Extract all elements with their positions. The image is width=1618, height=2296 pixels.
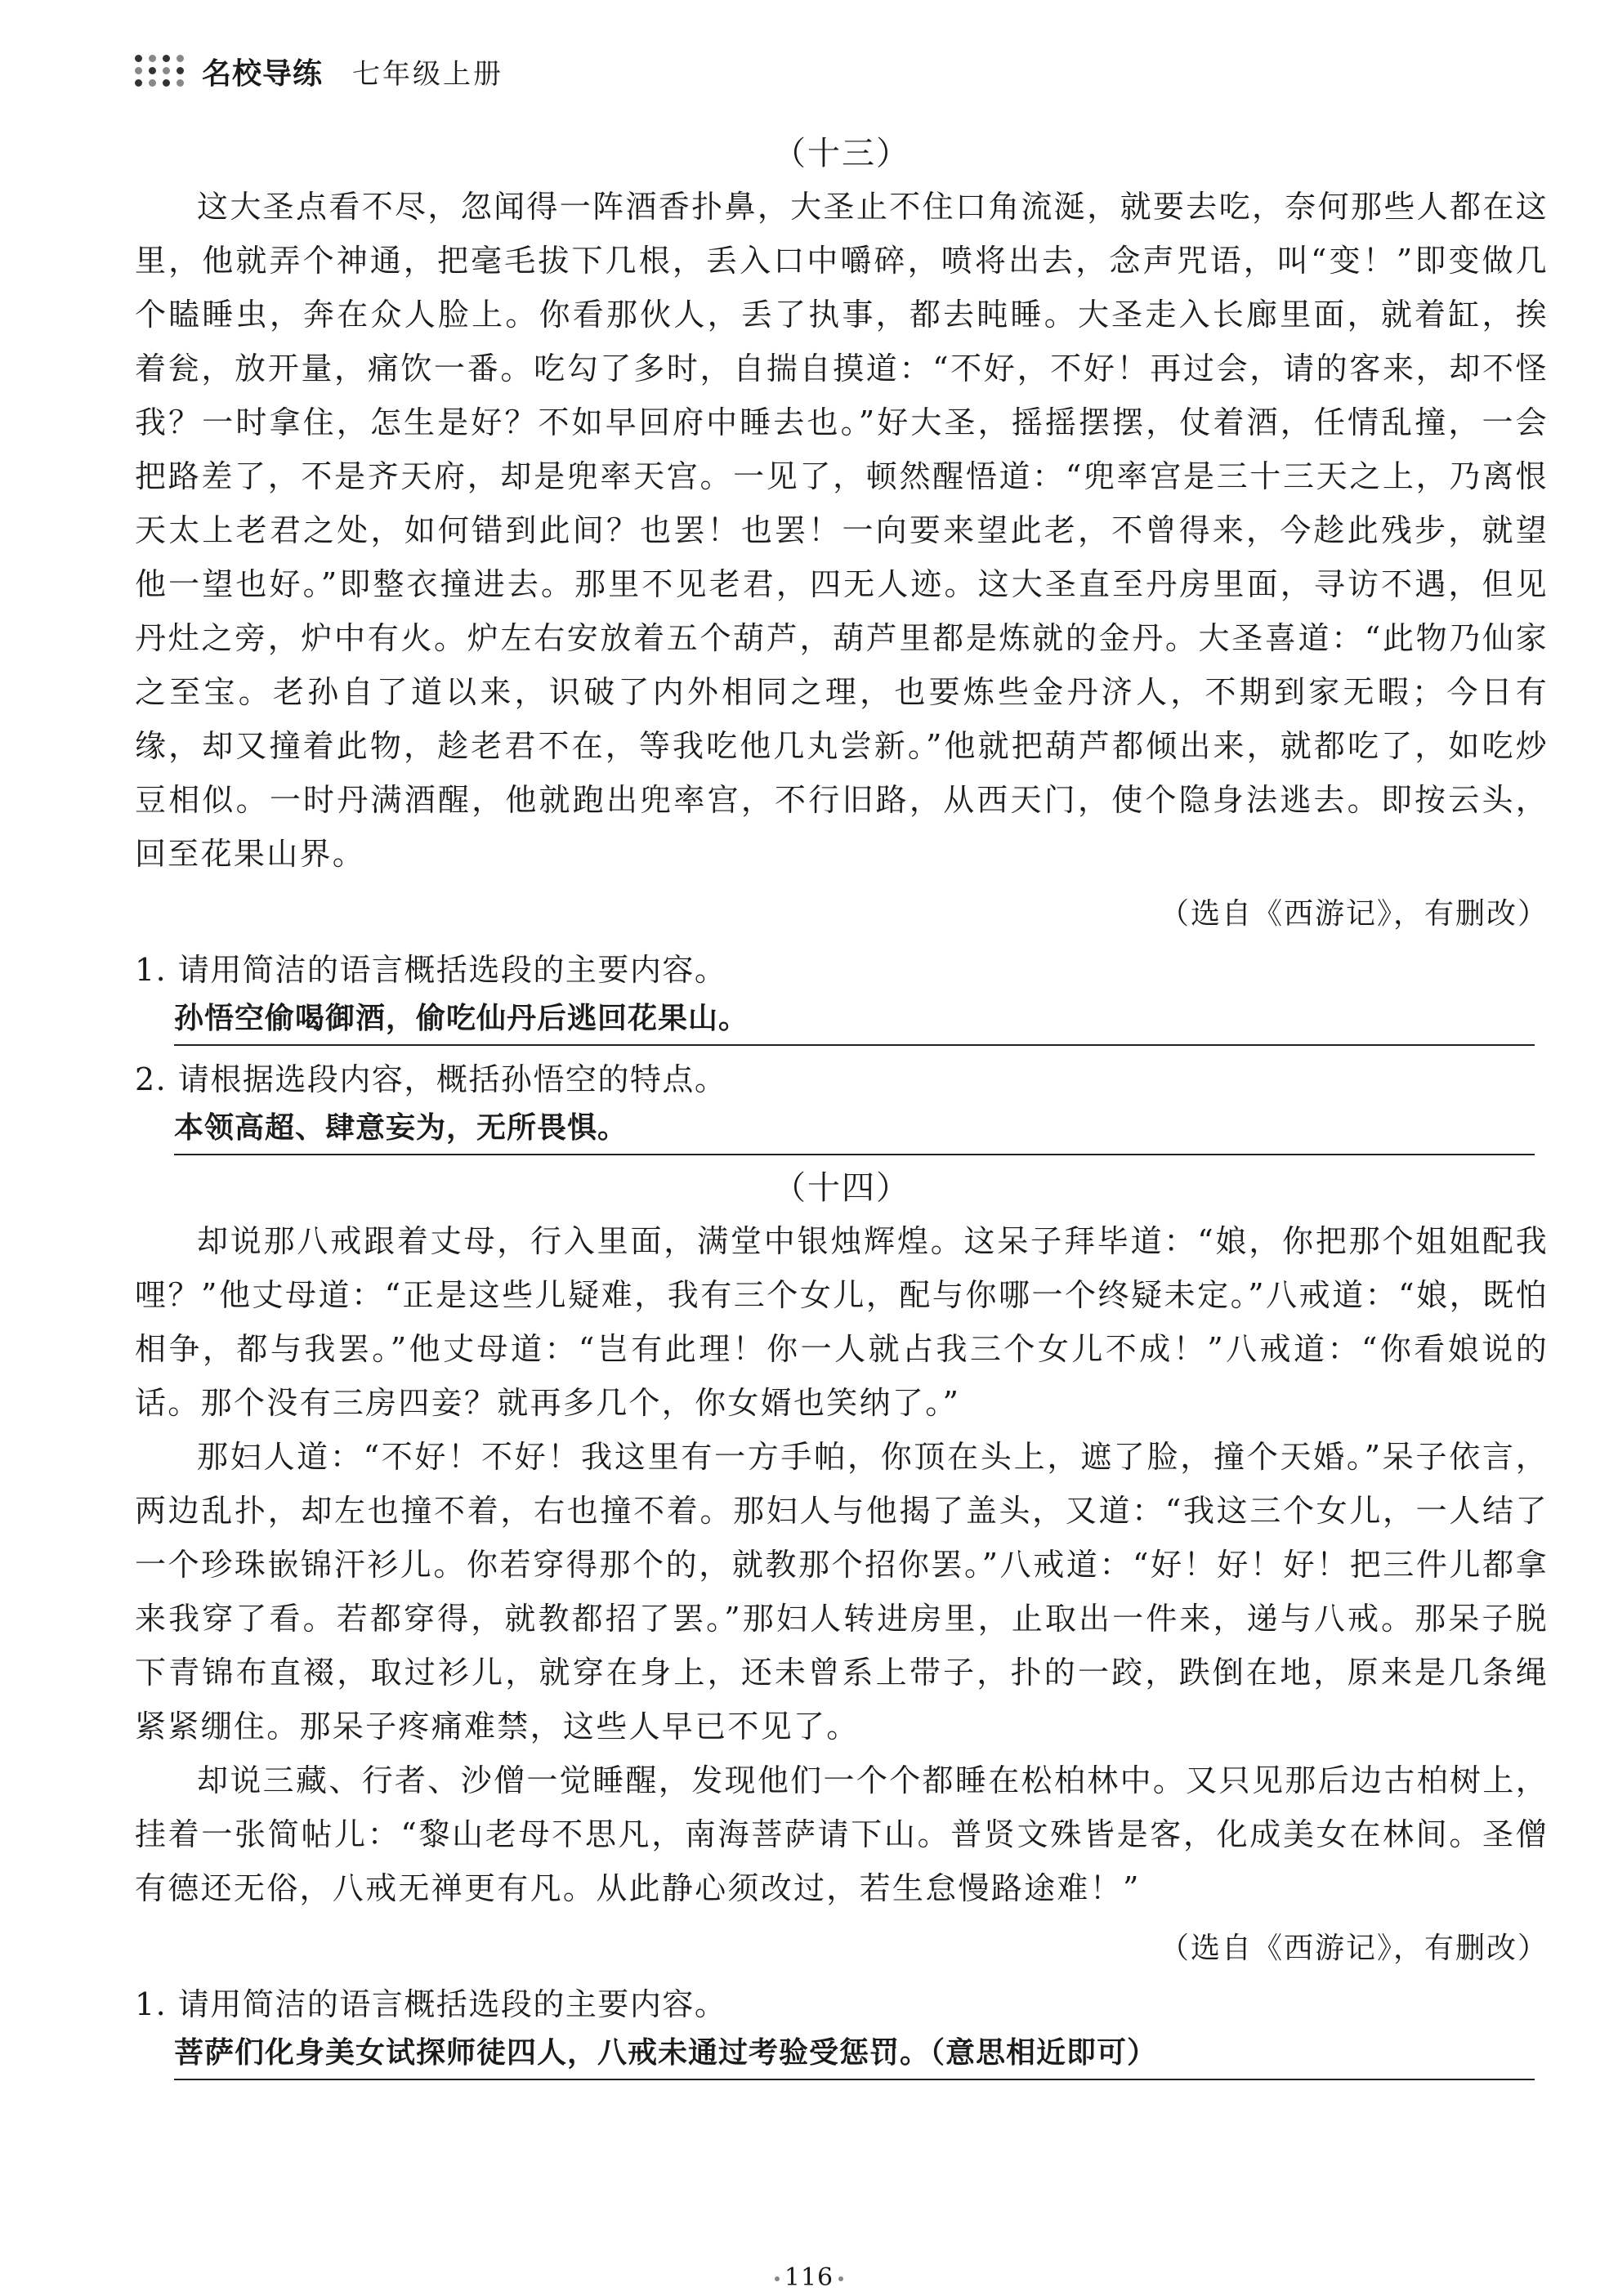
page-number-text: 116 xyxy=(784,2263,834,2292)
page-header xyxy=(135,51,503,92)
decorative-dots-icon xyxy=(135,55,194,87)
page-dot-icon xyxy=(838,2276,843,2281)
source-citation: （选自《西游记》，有删改） xyxy=(1159,1932,1549,1965)
passage-paragraph: 却说三藏、行者、沙僧一觉睡醒，发现他们一个个都睡在松柏林中。又只见那后边古柏树上，挂着一张简帖儿：“黎山老母不思凡，南海菩萨请下山。普贤文殊皆是客，化成美女在林间。圣僧有德还无俗，八戒无禅更有凡。从此静心须改过，若生怠慢路途难！” xyxy=(135,1762,1549,1906)
question-text: 2. 请根据选段内容，概括孙悟空的特点。 xyxy=(135,1061,727,1097)
answer-text: 本领高超、肆意妄为，无所畏惧。 xyxy=(174,1105,1535,1155)
grade-label: 七年级上册 xyxy=(352,57,504,91)
brand-title: 名校导练 xyxy=(202,56,324,91)
page-dot-icon xyxy=(775,2276,780,2281)
page-number xyxy=(0,2263,1618,2292)
section-title: （十三） xyxy=(773,135,910,172)
passage-paragraph: 那妇人道：“不好！不好！我这里有一方手帕，你顶在头上，遮了脸，撞个天婚。”呆子依言，两边乱扑，却左也撞不着，右也撞不着。那妇人与他揭了盖头，又道：“我这三个女儿，一人结了一个珍珠嵌锦汗衫儿。你若穿得那个的，就教那个招你罢。”八戒道：“好！好！好！把三件儿都拿来我穿了看。若都穿得，就教都招了罢。”那妇人转进房里，止取出一件来，递与八戒。那呆子脱下青锦布直裰，取过衫儿，就穿在身上，还未曾系上带子，扑的一跤，跌倒在地，原来是几条绳紧紧绷住。那呆子疼痛难禁，这些人早已不见了。 xyxy=(135,1439,1549,1744)
source-citation: （选自《西游记》，有删改） xyxy=(1159,897,1549,931)
page-content xyxy=(135,129,1549,2088)
question-text: 1. 请用简洁的语言概括选段的主要内容。 xyxy=(135,952,727,988)
section-title: （十四） xyxy=(773,1169,910,1207)
question-text: 1. 请用简洁的语言概括选段的主要内容。 xyxy=(135,1986,727,2022)
section-13 xyxy=(135,129,1549,1155)
passage-paragraph: 却说那八戒跟着丈母，行入里面，满堂中银烛辉煌。这呆子拜毕道：“娘，你把那个姐姐配我哩？”他丈母道：“正是这些儿疑难，我有三个女儿，配与你哪一个终疑未定。”八戒道：“娘，既怕相争，都与我罢。”他丈母道：“岂有此理！你一人就占我三个女儿不成！”八戒道：“你看娘说的话。那个没有三房四妾？就再多几个，你女婿也笑纳了。” xyxy=(135,1223,1549,1421)
answer-text: 菩萨们化身美女试探师徒四人，八戒未通过考验受惩罚。（意思相近即可） xyxy=(174,2030,1535,2080)
passage-paragraph: 这大圣点看不尽，忽闻得一阵酒香扑鼻，大圣止不住口角流涎，就要去吃，奈何那些人都在这里，他就弄个神通，把毫毛拔下几根，丢入口中嚼碎，喷将出去，念声咒语，叫“变！”即变做几个瞌睡虫，奔在众人脸上。你看那伙人，丢了执事，都去盹睡。大圣走入长廊里面，就着缸，挨着瓮，放开量，痛饮一番。吃勾了多时，自揣自摸道：“不好，不好！再过会，请的客来，却不怪我？一时拿住，怎生是好？不如早回府中睡去也。”好大圣，摇摇摆摆，仗着酒，任情乱撞，一会把路差了，不是齐天府，却是兜率天宫。一见了，顿然醒悟道：“兜率宫是三十三天之上，乃离恨天太上老君之处，如何错到此间？也罢！也罢！一向要来望此老，不曾得来，今趁此残步，就望他一望也好。”即整衣撞进去。那里不见老君，四无人迹。这大圣直至丹房里面，寻访不遇，但见丹灶之旁，炉中有火。炉左右安放着五个葫芦，葫芦里都是炼就的金丹。大圣喜道：“此物乃仙家之至宝。老孙自了道以来，识破了内外相同之理，也要炼些金丹济人，不期到家无暇；今日有缘，却又撞着此物，趁老君不在，等我吃他几丸尝新。”他就把葫芦都倾出来，就都吃了，如吃炒豆相似。一时丹满酒醒，他就跑出兜率宫，不行旧路，从西天门，使个隐身法逃去。即按云头，回至花果山界。 xyxy=(135,189,1549,872)
answer-text: 孙悟空偷喝御酒，偷吃仙丹后逃回花果山。 xyxy=(174,995,1535,1046)
section-14 xyxy=(135,1164,1549,2080)
